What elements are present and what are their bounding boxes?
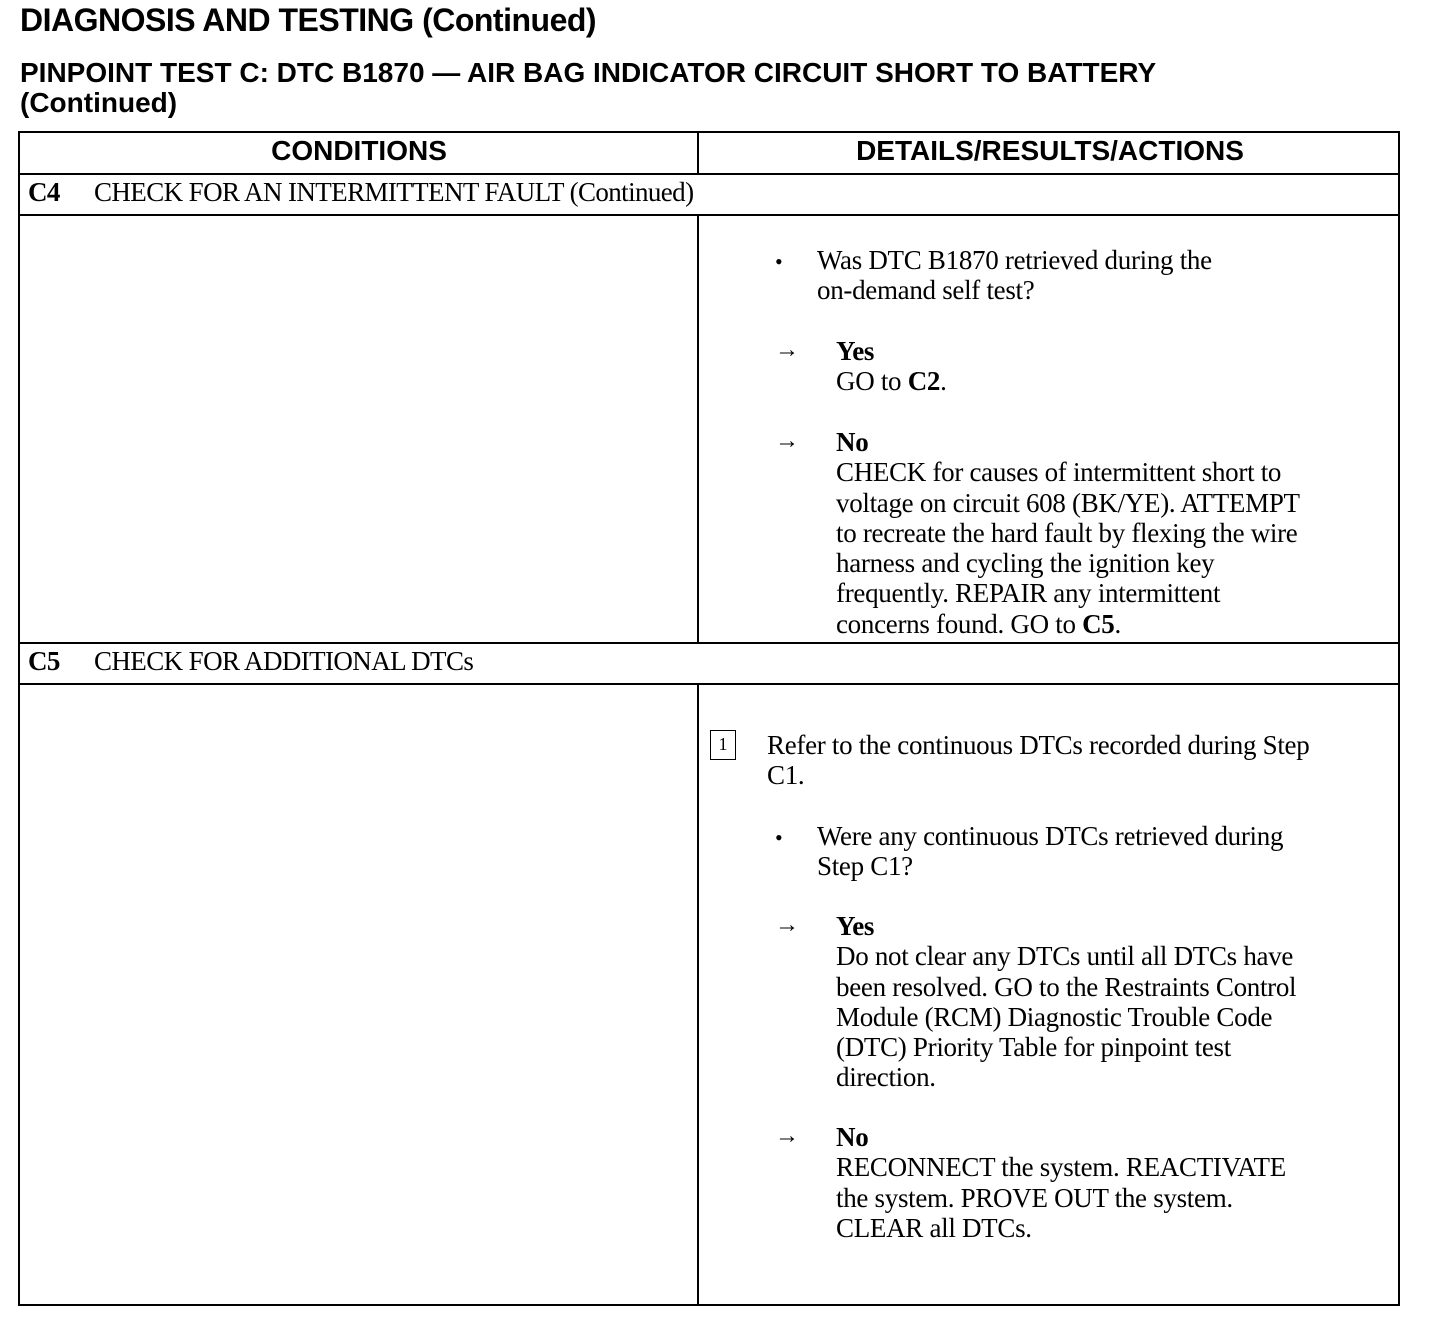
substep-line: C1.: [767, 760, 805, 791]
no-action-line: the system. PROVE OUT the system.: [836, 1182, 1233, 1213]
step-id: C5: [28, 646, 60, 676]
yes-label: Yes: [836, 911, 875, 941]
yes-action-line: been resolved. GO to the Restraints Control: [836, 971, 1297, 1002]
no-action-line: harness and cycling the ignition key: [836, 548, 1215, 579]
header-divider: [20, 173, 1398, 175]
no-action-line: concerns found. GO to C5.: [836, 608, 1121, 639]
no-action-line: CLEAR all DTCs.: [836, 1212, 1032, 1243]
yes-action-line: Module (RCM) Diagnostic Trouble Code: [836, 1001, 1273, 1032]
step-header-c4: [28, 177, 693, 208]
no-action-line: CHECK for causes of intermittent short to: [836, 457, 1282, 488]
c4-title-divider: [20, 214, 1398, 216]
arrow-right-icon: →: [775, 428, 799, 454]
yes-action: GO to C2.: [836, 366, 947, 397]
pinpoint-test-title-line2: (Continued): [20, 87, 178, 118]
column-header-details: DETAILS/RESULTS/ACTIONS: [856, 135, 1244, 166]
c5-column-divider: [697, 683, 699, 1306]
question-line: Was DTC B1870 retrieved during the: [817, 245, 1212, 275]
c5-top-divider: [20, 642, 1398, 644]
c5-substep-text: [767, 730, 1309, 791]
arrow-right-icon: →: [775, 1123, 799, 1149]
question-line: on-demand self test?: [817, 275, 1035, 306]
pinpoint-test-table: [18, 131, 1400, 1306]
page-title: DIAGNOSIS AND TESTING (Continued): [20, 2, 597, 38]
c5-title-divider: [20, 683, 1398, 685]
step-reference: C5: [1082, 608, 1115, 639]
no-action-line: frequently. REPAIR any intermittent: [836, 578, 1221, 609]
yes-label: Yes: [836, 336, 875, 366]
no-action-line: to recreate the hard fault by flexing the wire: [836, 517, 1298, 548]
question-line: Were any continuous DTCs retrieved during: [817, 821, 1284, 851]
substep-line: Refer to the continuous DTCs recorded during Step: [767, 730, 1310, 760]
no-action-line: RECONNECT the system. REACTIVATE: [836, 1152, 1286, 1183]
step-title: CHECK FOR AN INTERMITTENT FAULT (Continued): [94, 177, 694, 207]
no-label: No: [836, 1122, 869, 1152]
no-action-line: voltage on circuit 608 (BK/YE). ATTEMPT: [836, 487, 1300, 518]
c5-yes-result: [836, 911, 1296, 1093]
c4-no-result: [836, 427, 1300, 639]
pinpoint-test-title-line1: PINPOINT TEST C: DTC B1870 — AIR BAG INDICATOR CIRCUIT SHORT TO BATTERY: [20, 57, 1157, 88]
question-line: Step C1?: [817, 851, 913, 882]
yes-action-line: direction.: [836, 1062, 936, 1093]
c5-question: [817, 821, 1283, 882]
header-column-divider: [697, 133, 699, 174]
no-label: No: [836, 427, 869, 457]
column-header-conditions: CONDITIONS: [271, 135, 447, 166]
c4-question: [817, 245, 1212, 306]
c4-yes-result: [836, 336, 947, 397]
pinpoint-test-title: [20, 58, 1156, 118]
yes-action-line: (DTC) Priority Table for pinpoint test: [836, 1032, 1231, 1063]
bullet-icon: •: [775, 249, 783, 274]
arrow-right-icon: →: [775, 912, 799, 938]
c5-no-result: [836, 1122, 1286, 1243]
c4-column-divider: [697, 214, 699, 643]
bullet-icon: •: [775, 825, 783, 850]
yes-action-line: Do not clear any DTCs until all DTCs have: [836, 941, 1294, 972]
step-id: C4: [28, 177, 60, 207]
arrow-right-icon: →: [775, 337, 799, 363]
substep-number-box: 1: [710, 730, 736, 760]
step-header-c5: [28, 646, 473, 677]
step-reference: C2: [907, 366, 941, 397]
step-title: CHECK FOR ADDITIONAL DTCs: [94, 646, 474, 676]
